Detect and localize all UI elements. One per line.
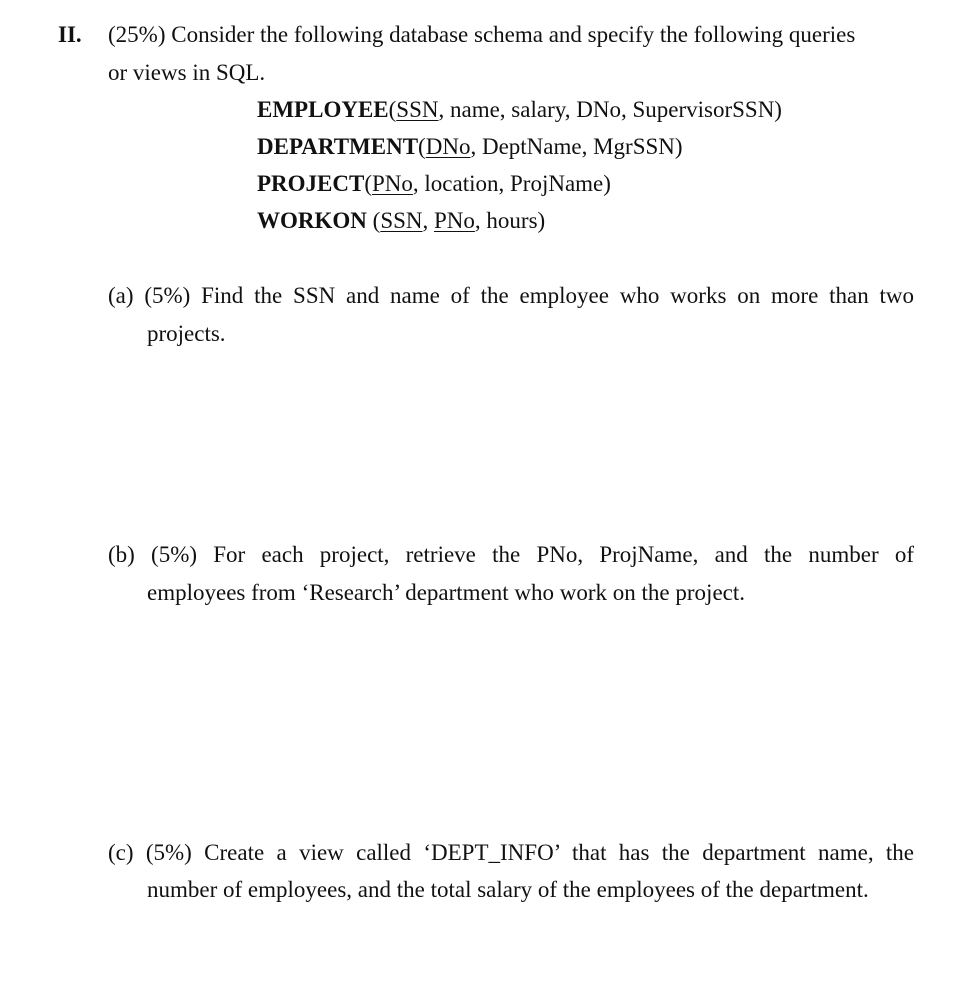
schema-workon — [257, 208, 545, 234]
part-c-line1: (c) (5%) Create a view called ‘DEPT_INFO’ that has the department name, the — [108, 840, 914, 865]
schema-employee — [257, 97, 782, 123]
primary-key: PNo — [372, 171, 413, 196]
part-c-line2: number of employees, and the total salary of the employees of the department. — [147, 877, 869, 902]
table-name: DEPARTMENT — [257, 134, 419, 159]
paren: ( — [366, 208, 381, 233]
paren: ( — [388, 97, 397, 122]
paren: ( — [364, 171, 373, 196]
part-a-line1: (a) (5%) Find the SSN and name of the employee who works on more than two — [108, 283, 914, 308]
question-number: II. — [58, 22, 82, 47]
paren: ( — [418, 134, 426, 159]
primary-key: DNo — [425, 134, 471, 159]
part-a-line2: projects. — [147, 321, 226, 346]
table-name: WORKON — [257, 208, 367, 233]
schema-department — [257, 134, 683, 160]
attributes: , hours) — [474, 208, 546, 233]
question-intro-line1: (25%) Consider the following database schema and specify the following queries — [108, 22, 856, 47]
primary-key-pno: PNo — [434, 208, 475, 233]
primary-key: SSN — [396, 97, 439, 122]
attributes: , DeptName, MgrSSN) — [470, 134, 683, 159]
attributes: , location, ProjName) — [412, 171, 611, 196]
table-name: PROJECT — [257, 171, 365, 196]
part-b-line2: employees from ‘Research’ department who work on the project. — [147, 580, 745, 605]
schema-project — [257, 171, 611, 197]
part-b-line1: (b) (5%) For each project, retrieve the PNo, ProjName, and the number of — [108, 542, 914, 567]
separator: , — [422, 208, 435, 233]
attributes: , name, salary, DNo, SupervisorSSN) — [438, 97, 782, 122]
table-name: EMPLOYEE — [257, 97, 389, 122]
primary-key-ssn: SSN — [380, 208, 423, 233]
question-intro-line2: or views in SQL. — [108, 60, 266, 85]
